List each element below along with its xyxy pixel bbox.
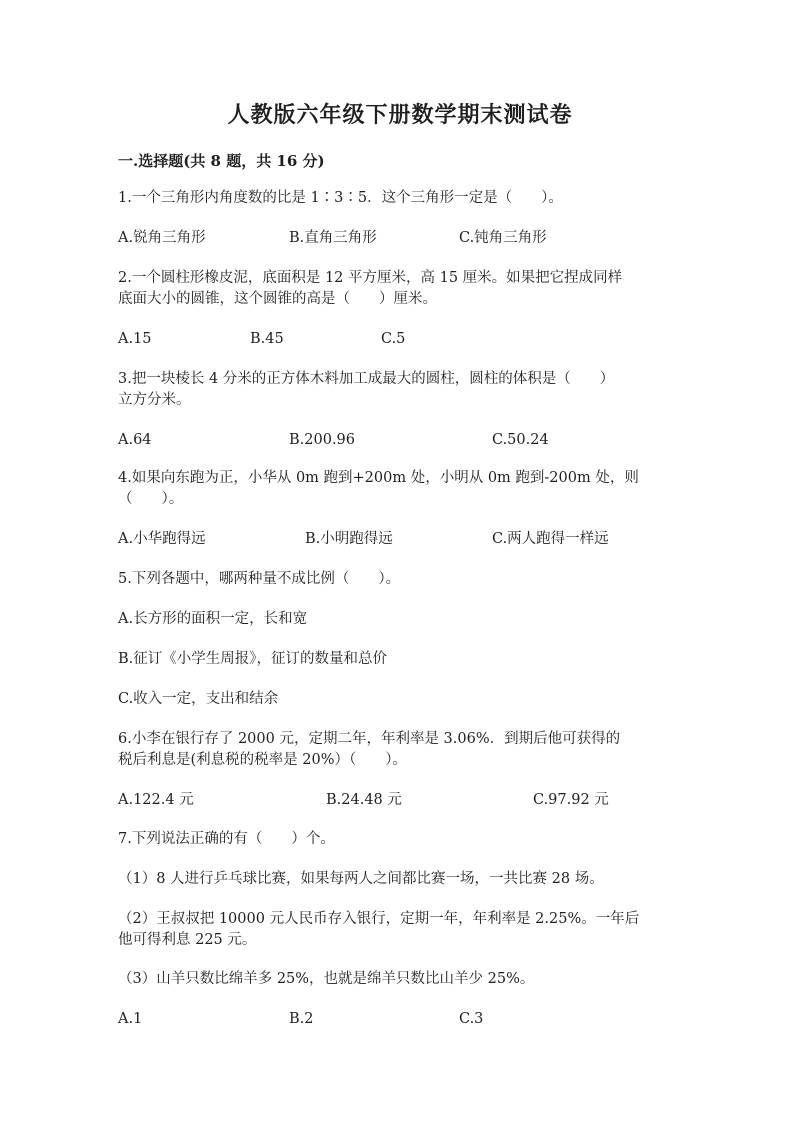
question-4-stem-line-1: 4.如果向东跑为正，小华从 0m 跑到+200m 处，小明从 0m 跑到-200m 处，则 [118, 470, 639, 486]
question-7-option-b: B.2 [289, 1011, 314, 1027]
question-2-option-c: C.5 [381, 331, 406, 347]
question-4-option-b: B.小明跑得远 [305, 531, 393, 547]
question-6-stem-line-2: 税后利息是(利息税的税率是 20%）（ ）。 [118, 752, 407, 768]
question-3-option-c: C.50.24 [492, 432, 549, 448]
question-2-stem-line-2: 底面大小的圆锥，这个圆锥的高是（ ）厘米。 [118, 291, 437, 307]
question-4-option-c: C.两人跑得一样远 [492, 531, 609, 547]
question-5-option-c: C.收入一定，支出和结余 [118, 691, 279, 707]
question-7-statement-2-line-2: 他可得利息 225 元。 [118, 932, 257, 948]
question-4-stem-line-2: （ ）。 [118, 491, 184, 507]
question-7-option-a: A.1 [118, 1011, 143, 1027]
question-6-option-a: A.122.4 元 [118, 792, 194, 808]
question-2-option-a: A.15 [118, 331, 152, 347]
question-2-stem-line-1: 2.一个圆柱形橡皮泥，底面积是 12 平方厘米，高 15 厘米。如果把它捏成同样 [118, 270, 623, 286]
question-5-option-b: B.征订《小学生周报》，征订的数量和总价 [118, 651, 388, 667]
question-3-option-a: A.64 [118, 432, 152, 448]
question-7-statement-2-line-1: （2）王叔叔把 10000 元人民币存入银行，定期一年，年利率是 2.25%。一年后 [118, 911, 640, 927]
question-7-stem: 7.下列说法正确的有（ ）个。 [118, 831, 335, 847]
question-3-option-b: B.200.96 [289, 432, 356, 448]
question-1-option-c: C.钝角三角形 [459, 230, 547, 246]
section-heading: 一.选择题(共 8 题，共 16 分) [118, 152, 325, 170]
question-3-stem-line-2: 立方分米。 [118, 392, 191, 408]
question-6-option-c: C.97.92 元 [533, 792, 609, 808]
question-1-option-b: B.直角三角形 [289, 230, 377, 246]
question-1-option-a: A.锐角三角形 [118, 230, 206, 246]
question-1-stem: 1.一个三角形内角度数的比是 1∶3∶5．这个三角形一定是（ ）。 [118, 190, 563, 206]
question-3-stem-line-1: 3.把一块棱长 4 分米的正方体木料加工成最大的圆柱，圆柱的体积是（ ） [118, 371, 615, 387]
question-7-statement-1: （1）8 人进行乒乓球比赛，如果每两人之间都比赛一场，一共比赛 28 场。 [118, 871, 604, 887]
question-6-option-b: B.24.48 元 [326, 792, 402, 808]
question-4-option-a: A.小华跑得远 [118, 531, 206, 547]
question-6-stem-line-1: 6.小李在银行存了 2000 元，定期二年，年利率是 3.06%．到期后他可获得的 [118, 731, 621, 747]
question-7-statement-3: （3）山羊只数比绵羊多 25%，也就是绵羊只数比山羊少 25%。 [118, 971, 535, 987]
question-5-stem: 5.下列各题中，哪两种量不成比例（ ）。 [118, 571, 401, 587]
question-5-option-a: A.长方形的面积一定，长和宽 [118, 611, 308, 627]
question-2-option-b: B.45 [250, 331, 284, 347]
page-title: 人教版六年级下册数学期末测试卷 [227, 102, 573, 128]
question-7-option-c: C.3 [459, 1011, 484, 1027]
